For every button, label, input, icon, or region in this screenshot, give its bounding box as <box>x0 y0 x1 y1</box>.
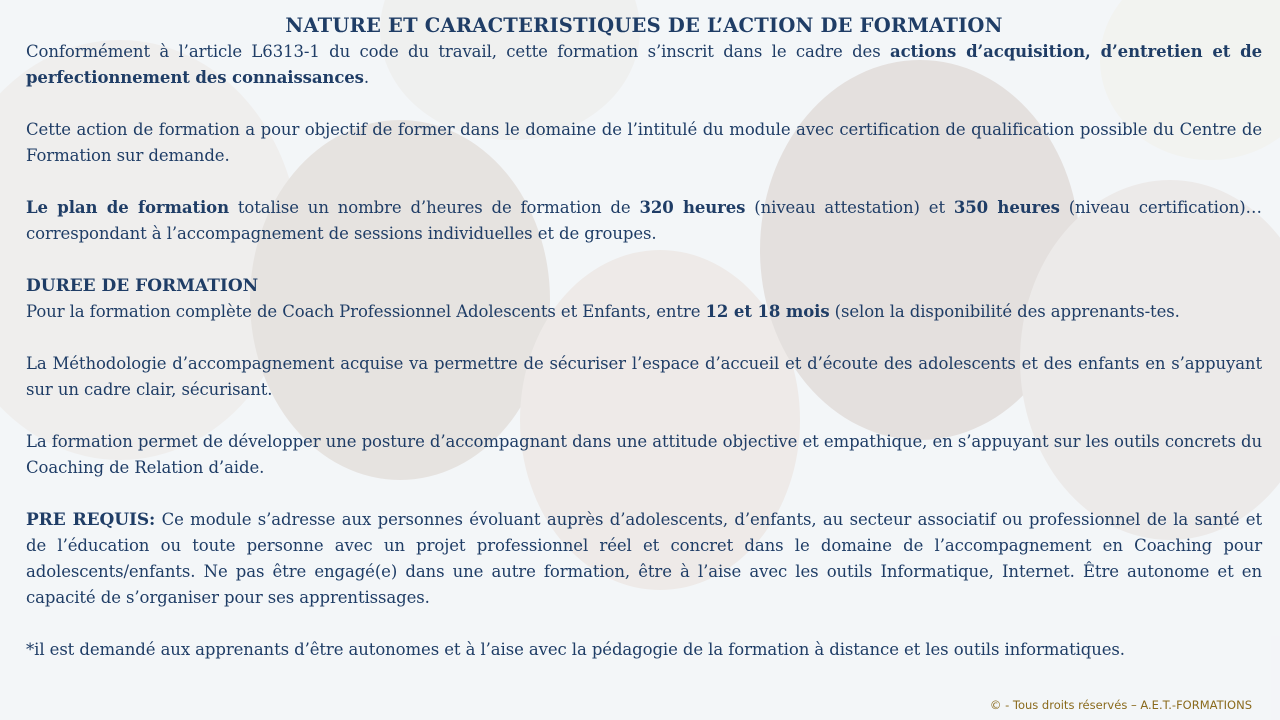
paragraph-posture: La formation permet de développer une posture d’accompagnant dans une attitude objective et empathique, en s’appuyant sur les outils concrets du Coaching de Relation d’aide. <box>26 432 1262 477</box>
paragraph-prerequis: PRE REQUIS: Ce module s’adresse aux personnes évoluant auprès d’adolescents, d’enfants, au secteur associatif ou professionnel de la santé et de l’éducation ou toute personne avec un projet professionnel réel et concret dans le domaine de l’accompagnement en Coaching pour adolescents/enfants. Ne pas être engagé(e) dans une autre formation, être à l’aise avec les outils Informatique, Internet. Être autonome et en capacité de s’organiser pour ses apprentissages. <box>26 510 1262 607</box>
prerequis-label: PRE REQUIS: <box>26 510 156 530</box>
paragraph-note: *il est demandé aux apprenants d’être autonomes et à l’aise avec la pédagogie de la formation à distance et les outils informatiques. <box>26 640 1125 659</box>
paragraph-duree: Pour la formation complète de Coach Professionnel Adolescents et Enfants, entre 12 et 18 mois (selon la disponibilité des apprenants-tes. <box>26 302 1180 321</box>
paragraph-plan: Le plan de formation totalise un nombre d’heures de formation de 320 heures (niveau attestation) et 350 heures (niveau certification)… correspondant à l’accompagnement de sessions individuelles et de groupes. <box>26 198 1262 243</box>
page-title: NATURE ET CARACTERISTIQUES DE L’ACTION DE FORMATION <box>285 14 1003 37</box>
copyright-footer: © - Tous droits réservés – A.E.T.-FORMATIONS <box>989 698 1252 712</box>
slide-content <box>26 14 1262 714</box>
paragraph-objective: Cette action de formation a pour objectif de former dans le domaine de l’intitulé du module avec certification de qualification possible du Centre de Formation sur demande. <box>26 120 1262 165</box>
section-heading-duree: DUREE DE FORMATION <box>26 276 259 296</box>
paragraph-article: Conformément à l’article L6313-1 du code du travail, cette formation s’inscrit dans le cadre des actions d’acquisition, d’entretien et de perfectionnement des connaissances. <box>26 42 1262 87</box>
paragraph-methodologie: La Méthodologie d’accompagnement acquise va permettre de sécuriser l’espace d’accueil et d’écoute des adolescents et des enfants en s’appuyant sur un cadre clair, sécurisant. <box>26 354 1262 399</box>
